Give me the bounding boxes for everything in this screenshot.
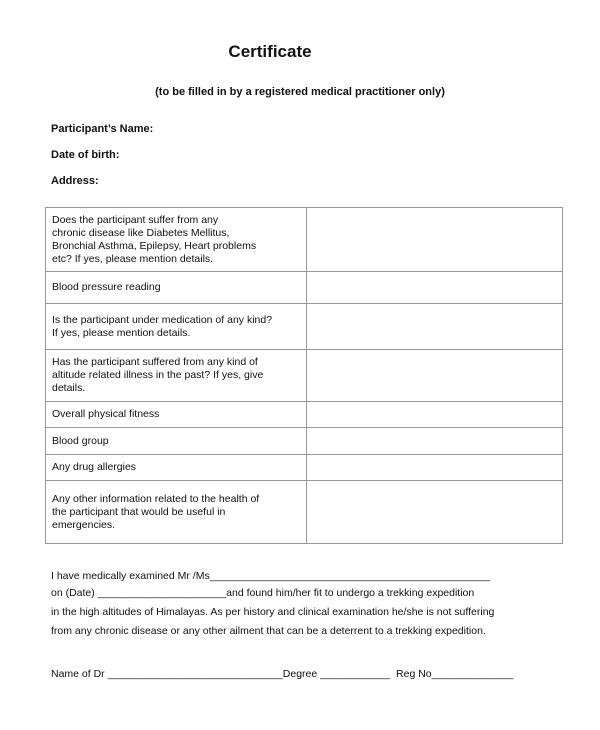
page-subtitle: (to be filled in by a registered medical practitioner only) — [155, 86, 445, 98]
table-row — [46, 350, 563, 402]
date-of-birth-label: Date of birth: — [51, 149, 120, 161]
question-blood-pressure: Blood pressure reading — [46, 272, 307, 304]
participant-name-label: Participant’s Name: — [51, 123, 154, 135]
table-row — [46, 402, 563, 428]
question-physical-fitness: Overall physical fitness — [46, 402, 307, 428]
table-row — [46, 304, 563, 350]
declaration-line-2: on (Date) ______________________and found him/her fit to undergo a trekking expedition — [51, 587, 475, 599]
answer-altitude-illness[interactable] — [307, 350, 563, 402]
answer-blood-pressure[interactable] — [307, 272, 563, 304]
answer-drug-allergies[interactable] — [307, 455, 563, 481]
signature-line: Name of Dr ______________________________Degree ____________ Reg No______________ — [51, 668, 514, 680]
question-chronic-disease: Does the participant suffer from any chronic disease like Diabetes Mellitus, Bronchial Asthma, Epilepsy, Heart problems etc? If yes, please mention details. — [46, 208, 307, 272]
address-label: Address: — [51, 175, 99, 187]
declaration-line-1: I have medically examined Mr /Ms________________________________________________ — [51, 570, 491, 582]
answer-medication[interactable] — [307, 304, 563, 350]
table-row — [46, 208, 563, 272]
medical-questions-table — [45, 207, 563, 544]
question-blood-group: Blood group — [46, 428, 307, 455]
answer-blood-group[interactable] — [307, 428, 563, 455]
table-row — [46, 455, 563, 481]
table-row — [46, 428, 563, 455]
question-altitude-illness: Has the participant suffered from any kind of altitude related illness in the past? If yes, give details. — [46, 350, 307, 402]
answer-chronic-disease[interactable] — [307, 208, 563, 272]
declaration-line-3: in the high altitudes of Himalayas. As per history and clinical examination he/she is not suffering — [51, 606, 495, 618]
answer-other-information[interactable] — [307, 481, 563, 544]
question-drug-allergies: Any drug allergies — [46, 455, 307, 481]
table-row — [46, 272, 563, 304]
question-medication: Is the participant under medication of any kind? If yes, please mention details. — [46, 304, 307, 350]
declaration-line-4: from any chronic disease or any other ailment that can be a deterrent to a trekking expedition. — [51, 625, 486, 637]
page-title: Certificate — [228, 42, 312, 61]
answer-physical-fitness[interactable] — [307, 402, 563, 428]
question-other-information: Any other information related to the health of the participant that would be useful in emergencies. — [46, 481, 307, 544]
table-row — [46, 481, 563, 544]
